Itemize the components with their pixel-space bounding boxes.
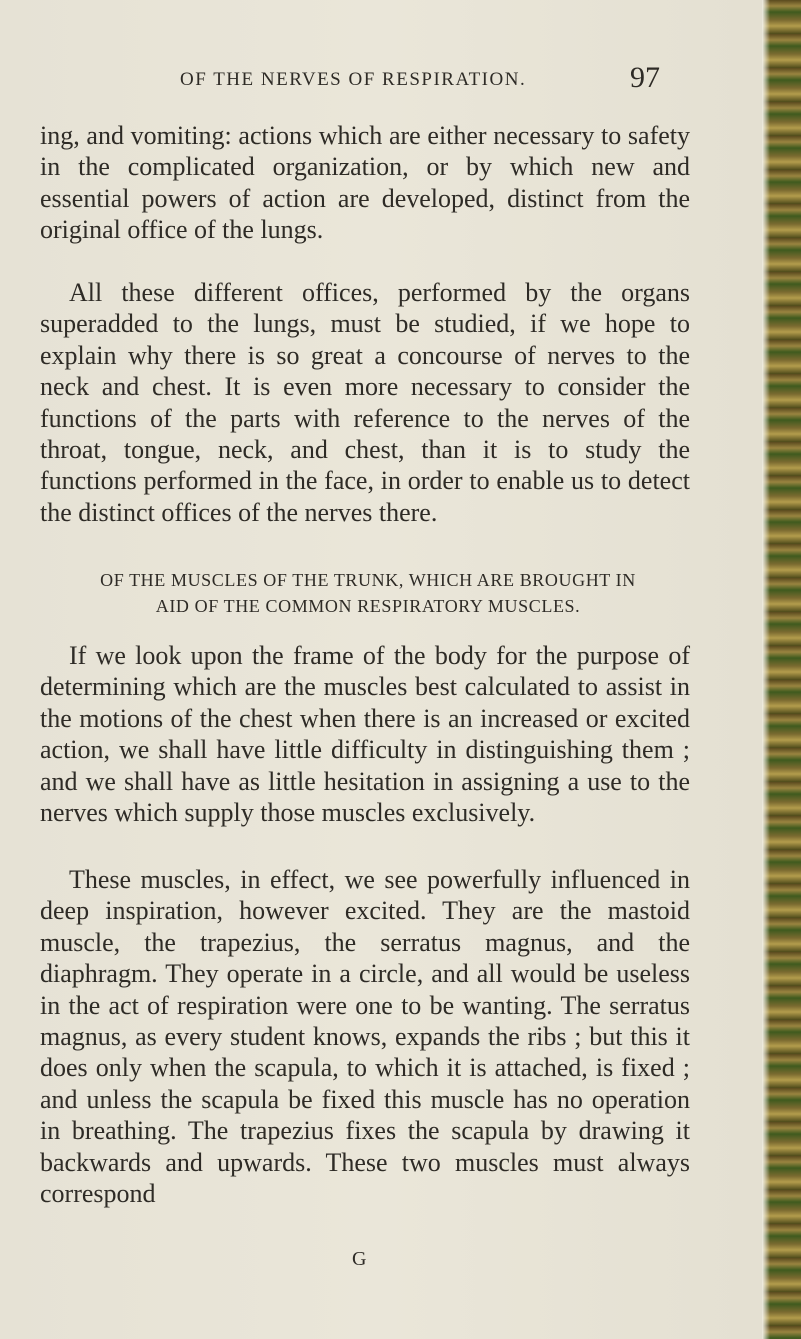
section-heading-line: OF THE MUSCLES OF THE TRUNK, WHICH ARE BROUGHT IN [100, 570, 636, 590]
paragraph [40, 277, 690, 528]
page-number: 97 [630, 61, 660, 94]
running-title: OF THE NERVES OF RESPIRATION. [180, 69, 527, 90]
paragraph-text: These muscles, in effect, we see powerfully influenced in deep inspiration, however excited. They are the mastoid muscle, the trapezius, the serratus magnus, and the diaphragm. They operate in a circle, and all would be useless in the act of respiration were one to be wanting. The serratus magnus, as every student knows, expands the ribs ; but this it does only when the scapula, to which it is attached, is fixed ; and unless the scapula be fixed this muscle has no operation in breathing. The trapezius fixes the scapula by drawing it backwards and upwards. These two muscles must always correspond [40, 865, 690, 1209]
paragraph [40, 120, 690, 246]
section-heading [48, 567, 688, 619]
paragraph [40, 640, 690, 828]
paragraph-text: All these different offices, performed by the organs superadded to the lungs, must be studied, if we hope to explain why there is so great a concourse of nerves to the neck and chest. It is even more necessary to consider the functions of the parts with reference to the nerves of the throat, tongue, neck, and chest, than it is to study the functions performed in the face, in order to enable us to detect the distinct offices of the nerves there. [40, 278, 690, 527]
paragraph [40, 864, 690, 1209]
paragraph-text: ing, and vomiting: actions which are either necessary to safety in the complicated organization, or by which new and essential powers of action are developed, distinct from the original office of the lungs. [40, 121, 690, 245]
book-spine-edge [762, 0, 801, 1339]
section-heading-line: AID OF THE COMMON RESPIRATORY MUSCLES. [155, 596, 581, 616]
paragraph-text: If we look upon the frame of the body for the purpose of determining which are the muscles best calculated to assist in the motions of the chest when there is an increased or excited action, we shall have little difficulty in distinguishing them ; and we shall have as little hesitation in assigning a use to the nerves which supply those muscles exclusively. [40, 641, 690, 828]
signature-mark: G [352, 1248, 367, 1270]
